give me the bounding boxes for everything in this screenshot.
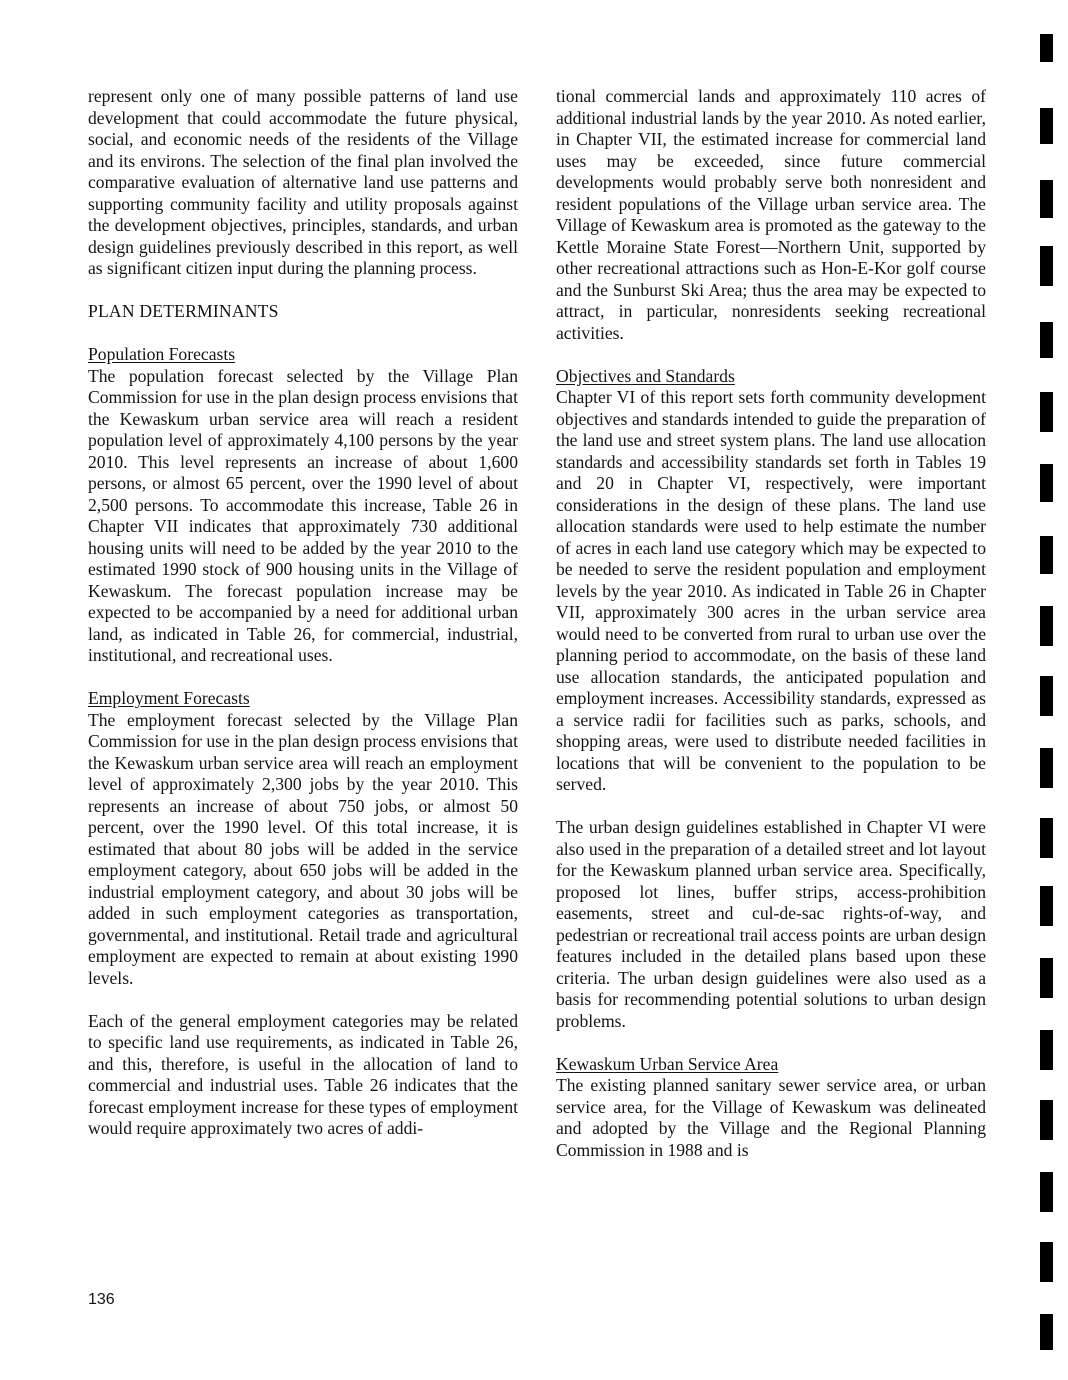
binding-mark	[1040, 606, 1053, 646]
binding-mark	[1040, 1242, 1053, 1282]
subheading-kewaskum-urban-service-area: Kewaskum Urban Service Area	[556, 1053, 779, 1074]
right-column	[556, 86, 986, 1161]
paragraph-commercial-lands: tional commercial lands and approximately 110 acres of additional industrial lands by the year 2010. As noted earlier, in Chapter VII, the estimated increase for commercial land uses may be exceeded, since future commercial developments would probably serve both nonresident and resident populations of the Village urban service area. The Village of Kewaskum area is promoted as the gateway to the Kettle Moraine State Forest—Northern Unit, supported by other recreational attractions such as Hon-E-Kor golf course and the Sunburst Ski Area; thus the area may be expected to attract, in particular, nonresidents seeking recreational activities.	[556, 86, 986, 343]
binding-mark	[1040, 536, 1053, 574]
binding-mark	[1040, 246, 1053, 286]
binding-mark	[1040, 322, 1053, 358]
paragraph-objectives-standards: Chapter VI of this report sets forth community development objectives and standards intended to guide the preparation of the land use and street system plans. The land use allocation standards and accessibility standards set forth in Tables 19 and 20 in Chapter VI, respectively, were important considerations in the design of these plans. The land use allocation standards were used to help estimate the number of acres in each land use category which may be expected to be needed to serve the resident population and employment levels by the year 2010. As indicated in Table 26 in Chapter VII, approximately 300 acres in the urban service area would need to be converted from rural to urban use over the planning period to accommodate, on the basis of these land use allocation standards, the anticipated population and employment increases. Accessibility standards, expressed as a service radii for facilities such as parks, schools, and shopping areas, were used to distribute needed facilities in locations that will be convenient to the population to be served.	[556, 387, 986, 794]
binding-mark	[1040, 676, 1053, 716]
paragraph-employment-categories: Each of the general employment categories may be related to specific land use requirements, as indicated in Table 26, and this, therefore, is useful in the allocation of land to commercial and industrial uses. Table 26 indicates that the forecast employment increase for these types of employment would require approximately two acres of addi-	[88, 1010, 518, 1138]
binding-mark	[1040, 958, 1053, 998]
left-column	[88, 86, 518, 1140]
subheading-objectives-standards: Objectives and Standards	[556, 365, 735, 386]
binding-mark	[1040, 34, 1053, 62]
binding-mark	[1040, 886, 1053, 926]
paragraph-employment-forecasts: The employment forecast selected by the Village Plan Commission for use in the plan design process envisions that the Kewaskum urban service area will reach an employment level of approximately 2,300 jobs by the year 2010. This represents an increase of about 750 jobs, or almost 50 percent, over the 1990 level. Of this total increase, it is estimated that about 80 jobs will be added in the service employment category, about 650 jobs will be added in the industrial employment category, and about 30 jobs will be added in such employment categories as transportation, governmental, and institutional. Retail trade and agricultural employment are expected to remain at about existing 1990 levels.	[88, 709, 518, 988]
binding-mark	[1040, 180, 1053, 218]
binding-mark	[1040, 1100, 1053, 1140]
binding-mark	[1040, 1030, 1053, 1070]
page-number: 136	[88, 1291, 115, 1308]
binding-mark	[1040, 108, 1053, 144]
paragraph-urban-design-guidelines: The urban design guidelines established in Chapter VI were also used in the preparation of a detailed street and lot layout for the Kewaskum planned urban service area. Specifically, proposed lot lines, buffer strips, access-prohibition easements, street and cul-de-sac rights-of-way, and pedestrian or recreational trail access points are urban design features included in the detailed plans based upon these criteria. The urban design guidelines were also used as a basis for recommending potential solutions to urban design problems.	[556, 817, 986, 1031]
paragraph-intro: represent only one of many possible patterns of land use development that could accommodate the future physical, social, and economic needs of the residents of the Village and its environs. The selection of the final plan involved the comparative evaluation of alternative land use patterns and supporting community facility and utility proposals against the development objectives, principles, standards, and urban design guidelines previously described in this report, as well as significant citizen input during the planning process.	[88, 86, 518, 278]
binding-mark	[1040, 464, 1053, 502]
binding-marks	[1040, 0, 1060, 1380]
binding-mark	[1040, 1314, 1053, 1350]
binding-mark	[1040, 818, 1053, 858]
binding-mark	[1040, 1172, 1053, 1212]
binding-mark	[1040, 392, 1053, 432]
subheading-employment-forecasts: Employment Forecasts	[88, 688, 250, 708]
paragraph-urban-service-area: The existing planned sanitary sewer service area, or urban service area, for the Village of Kewaskum was delineated and adopted by the Village and the Regional Planning Commission in 1988 and is	[556, 1075, 986, 1160]
binding-mark	[1040, 748, 1053, 788]
subheading-population-forecasts: Population Forecasts	[88, 344, 236, 364]
paragraph-population-forecasts: The population forecast selected by the Village Plan Commission for use in the plan design process envisions that the Kewaskum urban service area will reach a resident population level of approximately 4,100 persons by the year 2010. This level represents an increase of about 1,600 persons, or almost 65 percent, over the 1990 level of about 2,500 persons. To accommodate this increase, Table 26 in Chapter VII indicates that approximately 730 additional housing units will need to be added by the year 2010 to the estimated 1990 stock of 900 housing units in the Village of Kewaskum. The forecast population increase may be expected to be accompanied by a need for additional urban land, as indicated in Table 26, for commercial, industrial, institutional, and recreational uses.	[88, 365, 518, 665]
section-heading-plan-determinants: PLAN DETERMINANTS	[88, 301, 279, 321]
